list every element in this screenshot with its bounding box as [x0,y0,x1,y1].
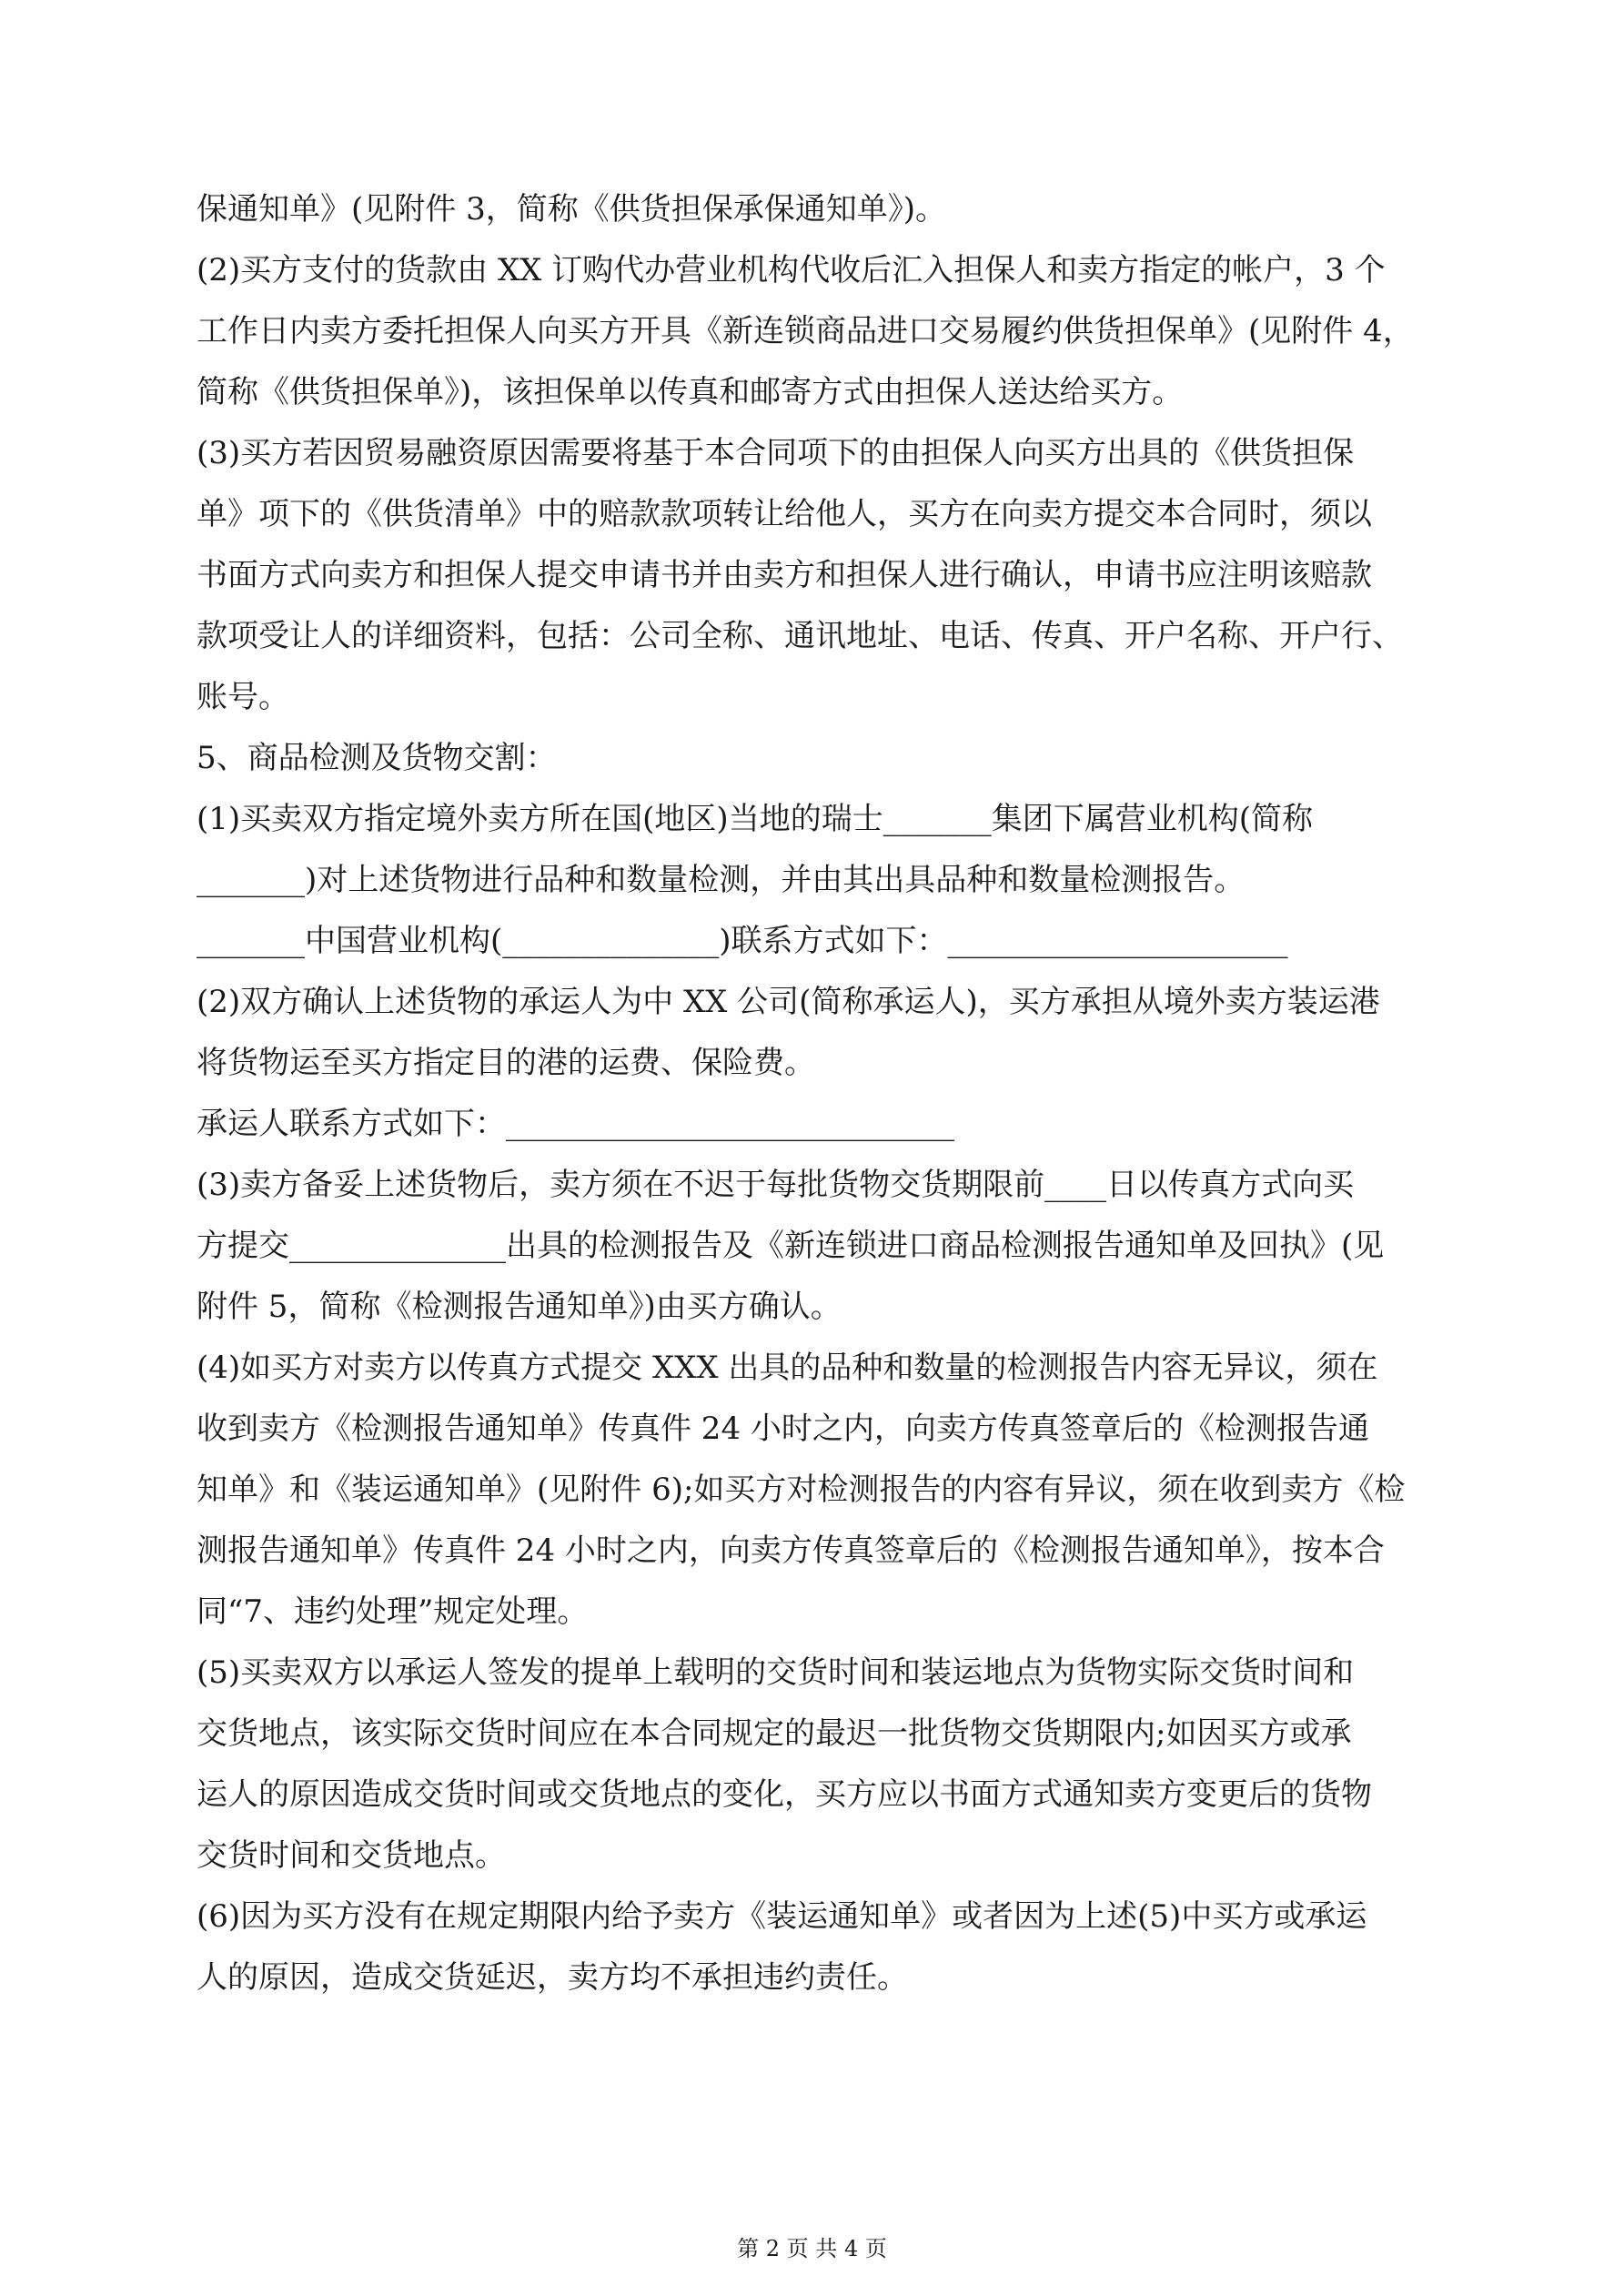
text-line: (5)买卖双方以承运人签发的提单上载明的交货时间和装运地点为货物实际交货时间和 [197,1654,1355,1691]
text-line: (2)买方支付的货款由 XX 订购代办营业机构代收后汇入担保人和卖方指定的帐户，3 个 [197,252,1386,288]
text-line: (2)双方确认上述货物的承运人为中 XX 公司(简称承运人)，买方承担从境外卖方装运港 [197,984,1380,1020]
text-line: (6)因为买方没有在规定期限内给予卖方《装运通知单》或者因为上述(5)中买方或承运 [197,1898,1367,1935]
text-line: 附件 5，简称《检测报告通知单》)由买方确认。 [197,1289,842,1325]
text-line: 方提交______________出具的检测报告及《新连锁进口商品检测报告通知单及回执》(见 [197,1228,1385,1264]
text-line: 收到卖方《检测报告通知单》传真件 24 小时之内，向卖方传真签章后的《检测报告通 [197,1411,1369,1447]
text-line: _______)对上述货物进行品种和数量检测，并由其出具品种和数量检测报告。 [197,862,1246,898]
text-line: 简称《供货担保单》)，该担保单以传真和邮寄方式由担保人送达给买方。 [197,374,1184,410]
text-line: 交货时间和交货地点。 [197,1837,506,1874]
text-line: 运人的原因造成交货时间或交货地点的变化，买方应以书面方式通知卖方变更后的货物 [197,1776,1372,1813]
text-line: 书面方式向卖方和担保人提交申请书并由卖方和担保人进行确认，申请书应注明该赔款 [197,557,1372,593]
text-line: 交货地点，该实际交货时间应在本合同规定的最迟一批货物交货期限内;如因买方或承 [197,1715,1352,1752]
text-line: 工作日内卖方委托担保人向买方开具《新连锁商品进口交易履约供货担保单》(见附件 4， [197,313,1414,349]
text-line: 保通知单》(见附件 3，简称《供货担保承保通知单》)。 [197,191,946,228]
text-line: _______中国营业机构(______________)联系方式如下：______________________ [197,923,1288,959]
section-heading: 5、商品检测及货物交割： [197,740,557,776]
text-line: (3)卖方备妥上述货物后，卖方须在不迟于每批货物交货期限前____日以传真方式向买 [197,1167,1355,1203]
text-line: (3)买方若因贸易融资原因需要将基于本合同项下的由担保人向买方出具的《供货担保 [197,435,1355,471]
text-line: 人的原因，造成交货延迟，卖方均不承担违约责任。 [197,1959,908,1996]
text-line: 测报告通知单》传真件 24 小时之内，向卖方传真签章后的《检测报告通知单》，按本合 [197,1532,1385,1569]
text-line: 账号。 [197,679,289,715]
text-line: (1)买卖双方指定境外卖方所在国(地区)当地的瑞士_______集团下属营业机构(简称 [197,801,1313,837]
text-line: 承运人联系方式如下：_____________________________ [197,1106,954,1142]
text-line: 单》项下的《供货清单》中的赔款款项转让给他人，买方在向卖方提交本合同时，须以 [197,496,1372,532]
text-line: (4)如买方对卖方以传真方式提交 XXX 出具的品种和数量的检测报告内容无异议，须在 [197,1350,1378,1386]
page-number-footer: 第 2 页 共 4 页 [737,2236,887,2261]
text-line: 同“7、违约处理”规定处理。 [197,1593,589,1630]
text-line: 知单》和《装运通知单》(见附件 6);如买方对检测报告的内容有异议，须在收到卖方《检 [197,1472,1406,1508]
text-line: 款项受让人的详细资料，包括：公司全称、通讯地址、电话、传真、开户名称、开户行、 [197,618,1403,654]
text-line: 将货物运至买方指定目的港的运费、保险费。 [197,1045,815,1081]
